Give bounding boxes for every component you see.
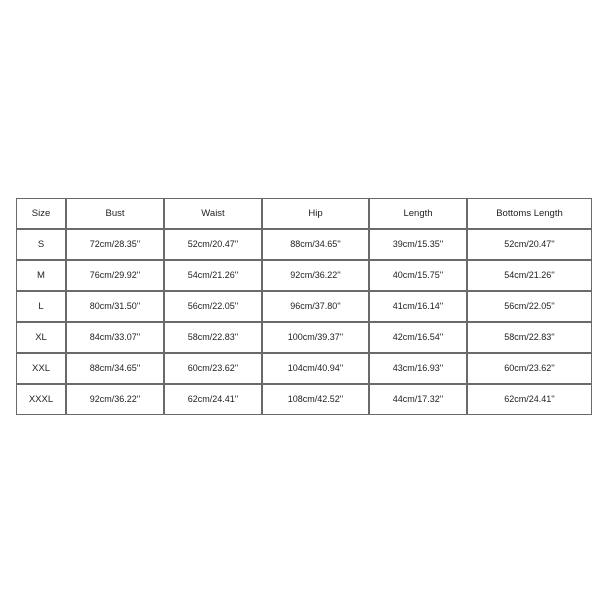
size-cell: M (16, 260, 66, 291)
size-chart-table (16, 198, 592, 415)
table-header-row (16, 198, 592, 229)
bust-cell: 76cm/29.92'' (66, 260, 164, 291)
hip-cell: 96cm/37.80'' (262, 291, 369, 322)
length-cell: 44cm/17.32'' (369, 384, 467, 415)
header-length: Length (369, 198, 467, 229)
hip-cell: 92cm/36.22'' (262, 260, 369, 291)
size-cell: L (16, 291, 66, 322)
bust-cell: 84cm/33.07'' (66, 322, 164, 353)
hip-cell: 100cm/39.37'' (262, 322, 369, 353)
table-row (16, 322, 592, 353)
bust-cell: 92cm/36.22'' (66, 384, 164, 415)
hip-cell: 104cm/40.94'' (262, 353, 369, 384)
table-row (16, 291, 592, 322)
table-row (16, 384, 592, 415)
bust-cell: 80cm/31.50'' (66, 291, 164, 322)
bottoms-length-cell: 54cm/21.26'' (467, 260, 592, 291)
length-cell: 43cm/16.93'' (369, 353, 467, 384)
bottoms-length-cell: 58cm/22.83'' (467, 322, 592, 353)
table-row (16, 260, 592, 291)
waist-cell: 58cm/22.83'' (164, 322, 262, 353)
bottoms-length-cell: 56cm/22.05'' (467, 291, 592, 322)
waist-cell: 54cm/21.26'' (164, 260, 262, 291)
hip-cell: 88cm/34.65'' (262, 229, 369, 260)
header-size: Size (16, 198, 66, 229)
bottoms-length-cell: 60cm/23.62'' (467, 353, 592, 384)
length-cell: 42cm/16.54'' (369, 322, 467, 353)
table-row (16, 229, 592, 260)
waist-cell: 60cm/23.62'' (164, 353, 262, 384)
length-cell: 39cm/15.35'' (369, 229, 467, 260)
bust-cell: 72cm/28.35'' (66, 229, 164, 260)
size-cell: XL (16, 322, 66, 353)
bottoms-length-cell: 62cm/24.41'' (467, 384, 592, 415)
hip-cell: 108cm/42.52'' (262, 384, 369, 415)
header-bottoms-length: Bottoms Length (467, 198, 592, 229)
table-row (16, 353, 592, 384)
header-hip: Hip (262, 198, 369, 229)
size-cell: XXXL (16, 384, 66, 415)
header-waist: Waist (164, 198, 262, 229)
size-cell: S (16, 229, 66, 260)
waist-cell: 56cm/22.05'' (164, 291, 262, 322)
bottoms-length-cell: 52cm/20.47'' (467, 229, 592, 260)
waist-cell: 52cm/20.47'' (164, 229, 262, 260)
header-bust: Bust (66, 198, 164, 229)
bust-cell: 88cm/34.65'' (66, 353, 164, 384)
size-cell: XXL (16, 353, 66, 384)
length-cell: 40cm/15.75'' (369, 260, 467, 291)
waist-cell: 62cm/24.41'' (164, 384, 262, 415)
length-cell: 41cm/16.14'' (369, 291, 467, 322)
